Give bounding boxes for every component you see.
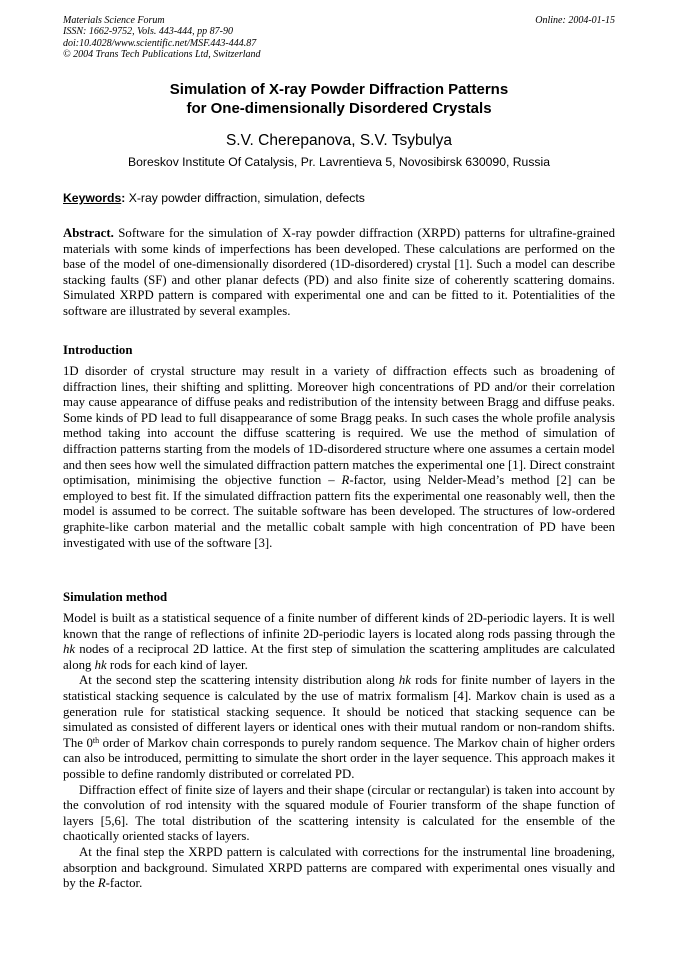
simulation-body — [63, 611, 615, 892]
simulation-heading: Simulation method — [63, 590, 168, 604]
keywords-label: Keywords — [63, 191, 122, 205]
title-line-2: for One-dimensionally Disordered Crystals — [186, 99, 492, 117]
r-factor-symbol: R — [341, 473, 350, 488]
affiliation: Boreskov Institute Of Catalysis, Pr. Lavrentieva 5, Novosibirsk 630090, Russia — [127, 155, 550, 169]
hk-symbol: hk — [63, 642, 76, 657]
text-run: nodes of a reciprocal 2D lattice. At the first step of simulation the scattering amplitudes are calculated along — [63, 642, 615, 672]
introduction-body — [63, 364, 615, 551]
keywords-line — [63, 191, 615, 206]
title-line-1: Simulation of X-ray Powder Diffraction Patterns — [169, 81, 509, 98]
abstract-text: Software for the simulation of X-ray powder diffraction (XRPD) patterns for ultrafine-grained materials with some kinds of imperfections has been developed. These calculations are performed on the base of the model of one-dimensionally disordered (1D-disordered) crystal [1]. Such a model can describe stacking faults (SF) and other planar defects (PD) and also finite size of coherently scattering domains. Simulated XRPD pattern is compared with experimental one and can be fitted to it. Potentialities of the software are illustrated by several examples. — [63, 226, 615, 318]
doi-line: doi:10.4028/www.scientific.net/MSF.443-444.87 — [63, 37, 257, 49]
authors: S.V. Cherepanova, S.V. Tsybulya — [225, 132, 453, 149]
publication-header — [63, 15, 615, 60]
text-run: -factor. — [105, 876, 143, 891]
text-run: At the final step the XRPD pattern is calculated with corrections for the instrumental line broadening, absorption and background. Simulated XRPD patterns are compared with experimental ones visually and by the — [63, 844, 615, 891]
r-factor-symbol: R — [97, 876, 106, 891]
text-run: rods for each kind of layer. — [106, 657, 248, 672]
simulation-paragraph-2 — [63, 673, 615, 782]
hk-symbol: hk — [398, 673, 411, 688]
online-date: Online: 2004-01-15 — [535, 15, 615, 26]
copyright-line: © 2004 Trans Tech Publications Ltd, Switzerland — [63, 48, 261, 60]
paper-title — [63, 81, 615, 118]
text-run: order of Markov chain corresponds to purely random sequence. The Markov chain of higher orders can also be introduced, permitting to simulate the short order in the layer sequence. This approach makes it possible to define randomly distributed or correlated PD. — [63, 735, 615, 781]
abstract — [63, 226, 615, 320]
simulation-paragraph-4 — [63, 845, 615, 892]
text-run: rods for finite number of layers in the statistical stacking sequence is calculated by the use of matrix formalism [4]. Markov chain is used as a generation rule for statistical stacking sequence. It should be noticed that stacking sequence can be simulated as consisted of different layers or identical ones with their mutual random or non-random shifts. The 0 — [63, 673, 615, 750]
text-run: Model is built as a statistical sequence of a finite number of different kinds of 2D-periodic layers. It is well known that the range of reflections of infinite 2D-periodic layers is located along rods passing through the — [63, 611, 615, 641]
introduction-text-2: -factor, using Nelder-Mead’s method [2] can be employed to best fit. If the simulated diffraction pattern fits the experimental one reasonably well, then the model is assumed to be correct. The suitable software has been developed. The structures of low-ordered graphite-like carbon material and the metallic cobalt sample with high concentration of PD have been investigated with use of the software [3]. — [63, 473, 615, 550]
hk-symbol: hk — [94, 657, 107, 672]
introduction-text-1: 1D disorder of crystal structure may result in a variety of diffraction effects such as broadening of diffraction lines, their shifting and splitting. Moreover high concentrations of PD and/or their correlation may cause appearance of diffuse peaks and redistribution of the intensity between Bragg and diffuse peaks. Some kinds of PD lead to full disappearance of some Bragg peaks. In such cases the whole profile analysis method taking into account the diffuse scattering is required. We use the method of simulation of diffraction patterns starting from the models of 1D-disordered structure where one assumes a certain model and then sees how well the simulated diffraction pattern matches the experimental one [1]. Direct constraint optimisation, minimising the objective function – — [63, 364, 615, 488]
issn-line: ISSN: 1662-9752, Vols. 443-444, pp 87-90 — [63, 26, 233, 38]
simulation-paragraph-3: Diffraction effect of finite size of layers and their shape (circular or rectangular) is taken into account by the convolution of rod intensity with the squared module of Fourier transform of the shape function of layers [5,6]. The total distribution of the scattering intensity is calculated for the ensemble of the chaotically oriented stacks of layers. — [63, 782, 615, 844]
introduction-heading: Introduction — [63, 343, 133, 357]
keywords-colon: : — [121, 191, 126, 205]
text-run: At the second step the scattering intensity distribution along — [79, 673, 399, 688]
simulation-paragraph-1 — [63, 611, 615, 673]
journal-name: Materials Science Forum — [63, 15, 165, 26]
superscript-th: th — [92, 735, 100, 745]
keywords-text: X-ray powder diffraction, simulation, defects — [125, 191, 365, 205]
abstract-label: Abstract. — [63, 226, 114, 240]
